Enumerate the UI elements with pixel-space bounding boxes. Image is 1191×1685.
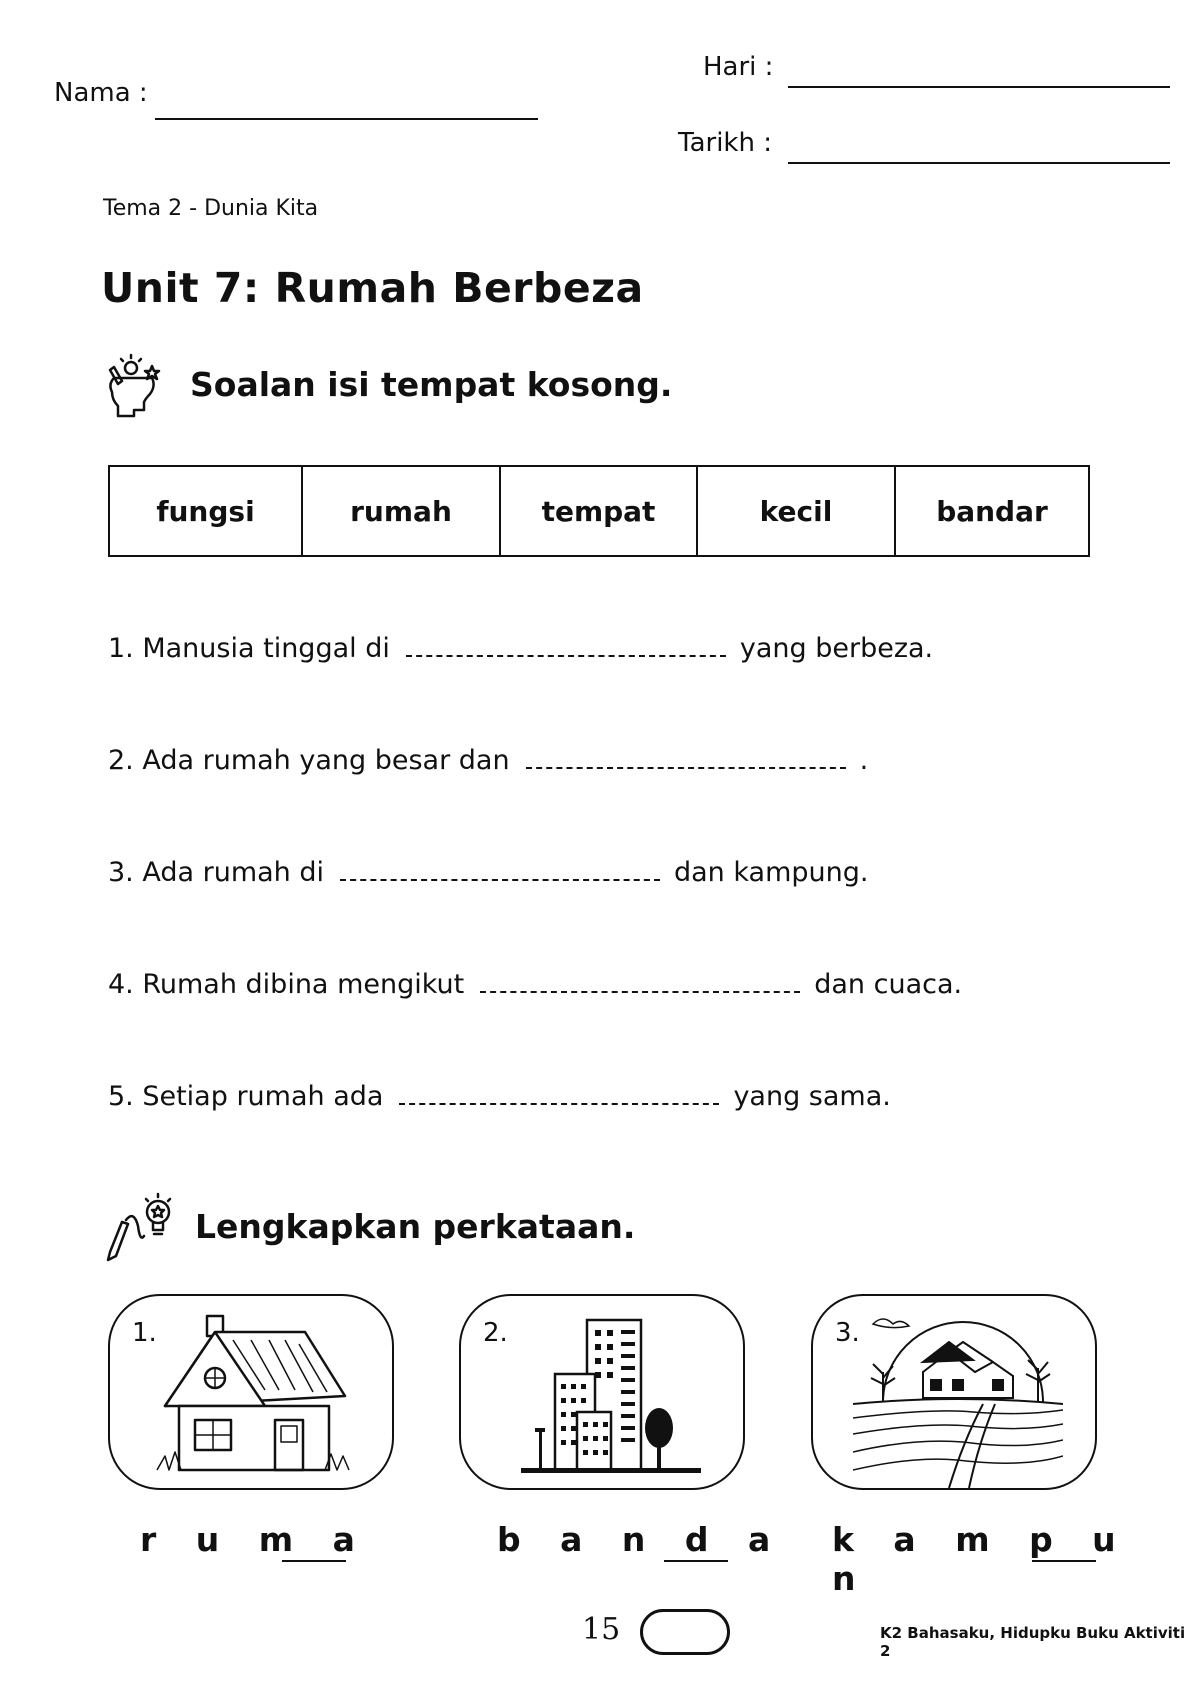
word-bank-item: rumah: [303, 467, 501, 555]
tarikh-field[interactable]: [788, 162, 1170, 164]
question-text: yang sama.: [733, 1081, 891, 1112]
question-text: yang berbeza.: [739, 633, 934, 664]
book-title: K2 Bahasaku, Hidupku Buku Aktiviti 2: [880, 1624, 1186, 1660]
village-farmhouse-icon: [853, 1302, 1063, 1488]
city-buildings-icon: [521, 1316, 701, 1476]
word-bank-item: bandar: [936, 494, 1048, 528]
score-box[interactable]: [640, 1609, 730, 1655]
nama-field[interactable]: [155, 118, 538, 120]
card-number: 2.: [483, 1318, 508, 1348]
word-bank-item: tempat: [501, 467, 698, 555]
answer-blank[interactable]: [399, 1083, 719, 1105]
card-number: 1.: [132, 1318, 157, 1348]
section-title-complete-words: Lengkapkan perkataan.: [195, 1207, 636, 1246]
question-text: .: [859, 745, 869, 776]
question-text: 1. Manusia tinggal di: [108, 633, 390, 664]
question-text: dan kampung.: [674, 857, 869, 888]
answer-blank[interactable]: [526, 747, 846, 769]
answer-blank[interactable]: [406, 635, 726, 657]
question-1: [108, 633, 933, 664]
answer-blank[interactable]: [340, 859, 660, 881]
picture-card-2: [459, 1294, 745, 1490]
picture-card-3: [811, 1294, 1097, 1490]
incomplete-word-1: r u m a: [140, 1520, 369, 1559]
thinking-head-icon: [104, 350, 166, 422]
answer-blank[interactable]: [480, 971, 800, 993]
question-text: 5. Setiap rumah ada: [108, 1081, 384, 1112]
hari-field[interactable]: [788, 86, 1170, 88]
card-number: 3.: [835, 1318, 860, 1348]
question-text: 4. Rumah dibina mengikut: [108, 969, 465, 1000]
word-bank-item: kecil: [698, 467, 896, 555]
section-title-fill-blank: Soalan isi tempat kosong.: [190, 365, 673, 404]
question-3: [108, 857, 868, 888]
house-icon: [155, 1310, 355, 1480]
theme-label: Tema 2 - Dunia Kita: [103, 196, 319, 221]
incomplete-word-3: k a m p u n: [832, 1520, 1130, 1598]
question-4: [108, 969, 962, 1000]
word-blank-2[interactable]: [664, 1560, 728, 1562]
picture-card-1: [108, 1294, 394, 1490]
question-text: 2. Ada rumah yang besar dan: [108, 745, 510, 776]
incomplete-word-2: b a n d a: [497, 1520, 785, 1559]
pencil-lightbulb-icon: [104, 1190, 176, 1262]
hari-label: Hari :: [703, 52, 774, 82]
question-text: 3. Ada rumah di: [108, 857, 324, 888]
unit-title: Unit 7: Rumah Berbeza: [101, 264, 644, 312]
tarikh-label: Tarikh :: [678, 128, 772, 158]
question-5: [108, 1081, 891, 1112]
page-number: 15: [582, 1612, 621, 1647]
word-bank-item: fungsi: [110, 467, 303, 555]
question-text: dan cuaca.: [814, 969, 963, 1000]
question-2: [108, 745, 868, 776]
word-blank-3[interactable]: [1032, 1560, 1096, 1562]
word-blank-1[interactable]: [282, 1560, 346, 1562]
word-bank: [108, 465, 1090, 557]
nama-label: Nama :: [54, 78, 148, 108]
